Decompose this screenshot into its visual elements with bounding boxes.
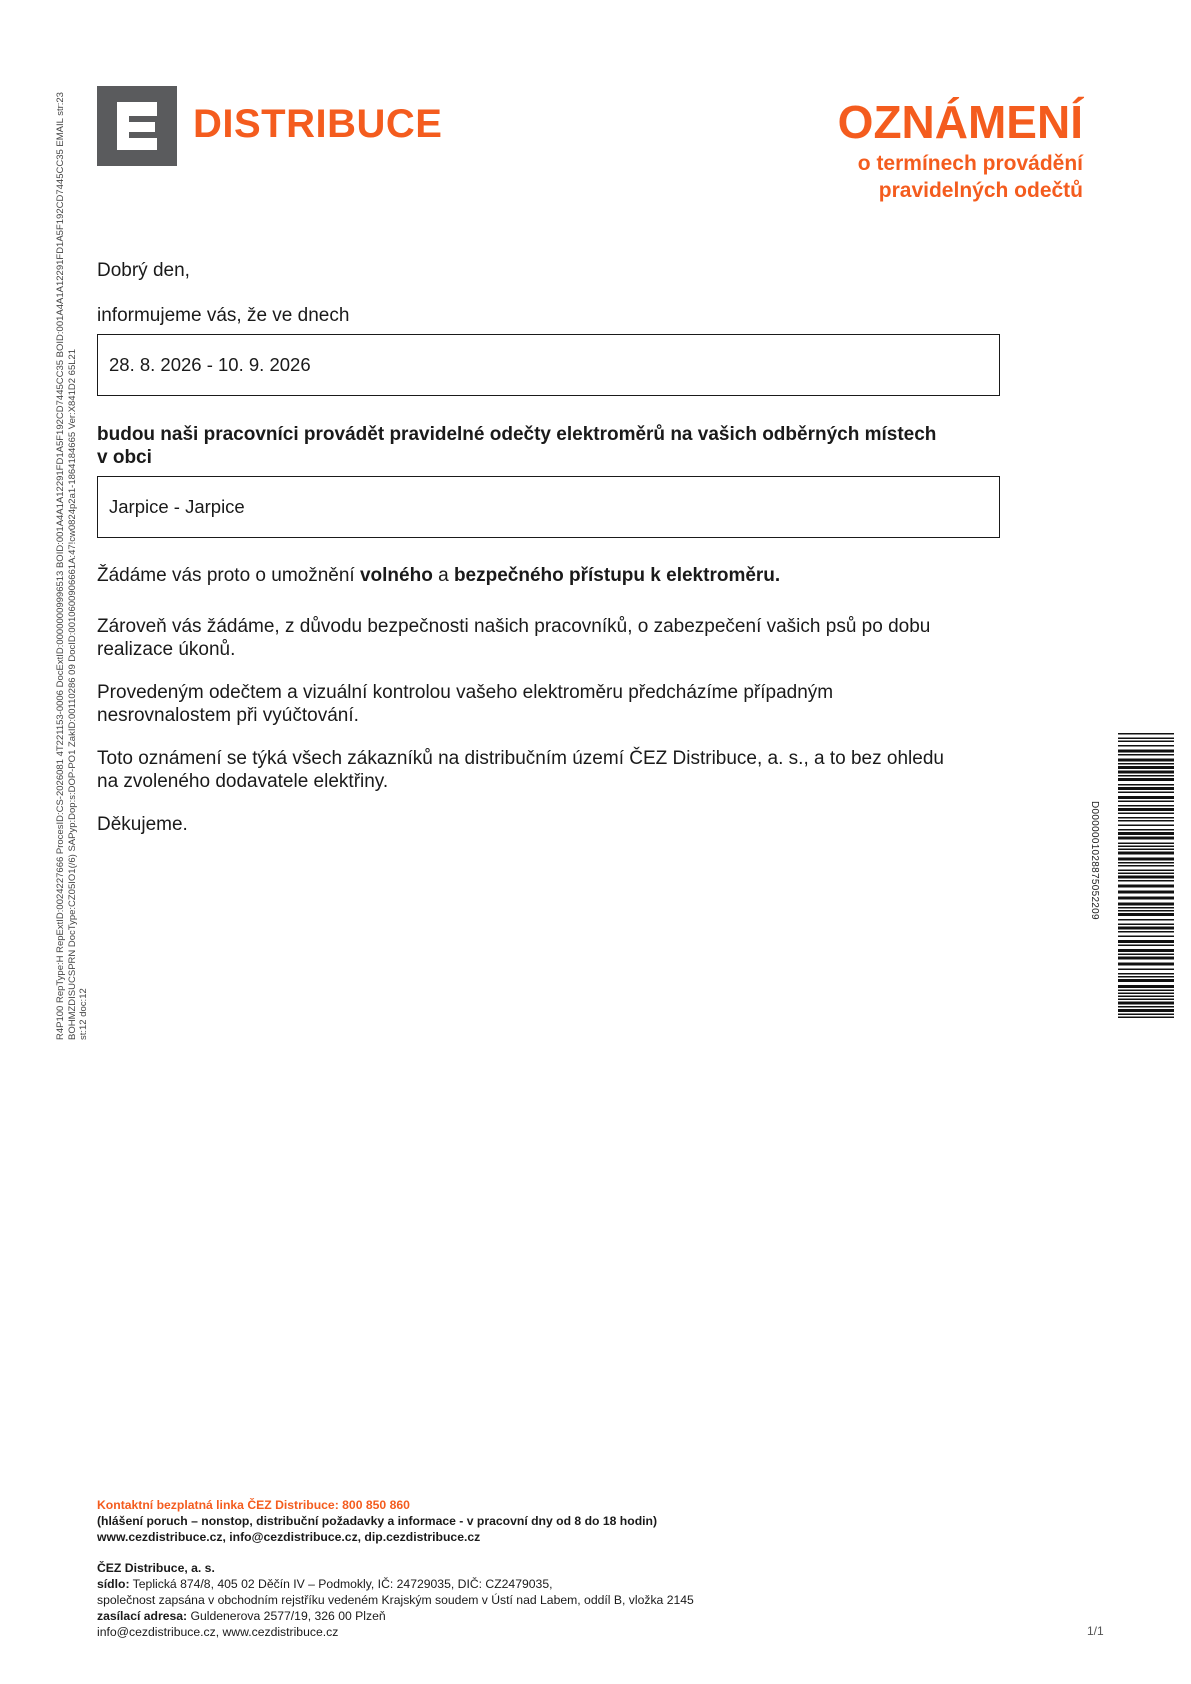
barcode-bar bbox=[1118, 996, 1174, 998]
dogs-line-1: Zároveň vás žádáme, z důvodu bezpečnosti našich pracovníků, o zabezpečení vašich psů po dobu bbox=[97, 616, 931, 637]
barcode-bar bbox=[1118, 979, 1174, 982]
seat-label: sídlo: bbox=[97, 1577, 130, 1591]
barcode-bar bbox=[1118, 976, 1174, 978]
reading-dates-box bbox=[97, 334, 1000, 396]
barcode-bar bbox=[1118, 963, 1174, 966]
barcode-bar bbox=[1118, 805, 1174, 807]
dogs-line-2: realizace úkonů. bbox=[97, 639, 236, 660]
barcode-bar bbox=[1118, 813, 1174, 815]
subtitle-line-1: o termínech provádění bbox=[857, 152, 1083, 175]
footer-contact: info@cezdistribuce.cz, www.cezdistribuce.cz bbox=[97, 1625, 339, 1639]
barcode-number: D0000001028875052209 bbox=[1089, 801, 1100, 920]
access-request bbox=[97, 564, 997, 587]
page-number: 1/1 bbox=[1087, 1624, 1104, 1638]
barcode-bar bbox=[1118, 936, 1174, 938]
barcode-bar bbox=[1118, 993, 1174, 995]
intro-text: informujeme vás, že ve dnech bbox=[97, 305, 350, 326]
metadata-line-1: R4P100 RepType:H RepExtID:0024227666 ProcesID:CS-2026081 4T221153-0006 DocExtID:00000009996513 BOID:001A4A1A12291FD1A5F192CD7445CC35 BOID:001A4A1A12291FD1A5F192CD7445CC35 EMAIL str:23 bbox=[55, 92, 66, 1040]
barcode-bar bbox=[1118, 846, 1174, 848]
barcode-bar bbox=[1118, 858, 1174, 861]
barcode-bar bbox=[1118, 808, 1174, 811]
barcode-bar bbox=[1118, 1017, 1174, 1019]
barcode-bar bbox=[1118, 784, 1174, 786]
barcode-bar bbox=[1118, 750, 1174, 753]
footer-hotline: Kontaktní bezplatná linka ČEZ Distribuce: 800 850 860 bbox=[97, 1498, 410, 1512]
footer-company: ČEZ Distribuce, a. s. bbox=[97, 1561, 215, 1575]
barcode-bar bbox=[1118, 787, 1174, 790]
barcode-bar bbox=[1118, 969, 1174, 971]
barcode-bar bbox=[1118, 759, 1174, 762]
greeting: Dobrý den, bbox=[97, 260, 190, 281]
footer-hotline-note: (hlášení poruch – nonstop, distribuční požadavky a informace - v pracovní dny od 8 do 18 hodin) bbox=[97, 1514, 658, 1528]
dogs-paragraph bbox=[97, 615, 997, 661]
seat-value: Teplická 874/8, 405 02 Děčín IV – Podmokly, IČ: 24729035, DIČ: CZ2479035, bbox=[129, 1577, 553, 1591]
scope-paragraph bbox=[97, 747, 997, 793]
barcode-bar bbox=[1118, 1002, 1174, 1005]
barcode-bar bbox=[1118, 1014, 1174, 1016]
scope-line-2: na zvoleného dodavatele elektřiny. bbox=[97, 771, 389, 792]
barcode-bar bbox=[1118, 766, 1174, 769]
barcode-bar bbox=[1118, 876, 1174, 879]
request-and: a bbox=[432, 565, 454, 586]
barcode-bar bbox=[1118, 832, 1174, 835]
barcode-bar bbox=[1118, 873, 1174, 875]
place-box bbox=[97, 476, 1000, 538]
announcement-bold bbox=[97, 423, 997, 469]
barcode-bar bbox=[1118, 897, 1174, 900]
barcode-bar bbox=[1118, 771, 1174, 774]
barcode-bar bbox=[1118, 880, 1174, 882]
announcement-line-2: v obci bbox=[97, 447, 152, 468]
barcode-bar bbox=[1118, 885, 1174, 888]
reading-paragraph bbox=[97, 681, 997, 727]
barcode-bar bbox=[1118, 763, 1174, 765]
barcode-icon bbox=[1118, 733, 1174, 1019]
barcode-bar bbox=[1118, 738, 1174, 740]
barcode-bar bbox=[1118, 954, 1174, 956]
barcode-bar bbox=[1118, 949, 1174, 952]
barcode-bar bbox=[1118, 927, 1174, 930]
barcode-bar bbox=[1118, 801, 1174, 803]
place-name: Jarpice - Jarpice bbox=[109, 496, 245, 517]
barcode-bar bbox=[1118, 999, 1174, 1001]
barcode-bar bbox=[1118, 957, 1174, 960]
barcode-bar bbox=[1118, 1009, 1174, 1012]
barcode-bar bbox=[1118, 903, 1174, 906]
metadata-line-2: BOHMZDISUCSPRN DocType:CZ05IO1(/6) SAPyp:Dop:s:DOP-PO1 ZakID:00110286 09 DocID:0010600906661A:47!cw0824p2a1-1864184665 Ver:X841D2 65L21 bbox=[66, 348, 78, 1040]
logo-wordmark: DISTRIBUCE bbox=[193, 102, 443, 146]
barcode-bar bbox=[1118, 945, 1174, 947]
metadata-line-3: st:12 doc:12 bbox=[78, 988, 89, 1040]
footer-registry: společnost zapsána v obchodním rejstříku vedeném Krajským soudem v Ústí nad Labem, oddíl B, vložka 2145 bbox=[97, 1593, 694, 1607]
cez-logo-icon bbox=[97, 86, 177, 166]
barcode-bar bbox=[1118, 741, 1174, 743]
barcode-bar bbox=[1118, 973, 1174, 975]
barcode-bar bbox=[1118, 913, 1174, 916]
barcode-bar bbox=[1118, 1006, 1174, 1008]
barcode-bar bbox=[1118, 940, 1174, 943]
barcode-bar bbox=[1118, 852, 1174, 855]
document-title: OZNÁMENÍ bbox=[837, 96, 1083, 148]
footer-seat bbox=[97, 1576, 552, 1592]
document-subtitle bbox=[783, 150, 1083, 204]
barcode-bar bbox=[1118, 990, 1174, 992]
announcement-line-1: budou naši pracovníci provádět pravidelné odečty elektroměrů na vašich odběrných místech bbox=[97, 424, 937, 445]
document-metadata bbox=[55, 92, 90, 1040]
barcode-bar bbox=[1118, 754, 1174, 756]
barcode-bar bbox=[1118, 870, 1174, 872]
barcode-bar bbox=[1118, 931, 1174, 933]
barcode-bar bbox=[1118, 820, 1174, 822]
barcode-bar bbox=[1118, 778, 1174, 781]
footer-mail-address bbox=[97, 1608, 386, 1624]
barcode-bar bbox=[1118, 985, 1174, 988]
barcode-bar bbox=[1118, 825, 1174, 827]
barcode-bar bbox=[1118, 919, 1174, 921]
request-bold-free: volného bbox=[359, 565, 433, 586]
barcode-bar bbox=[1118, 745, 1174, 747]
barcode-bar bbox=[1118, 924, 1174, 926]
thanks: Děkujeme. bbox=[97, 814, 188, 835]
barcode-bar bbox=[1118, 817, 1174, 819]
reading-dates: 28. 8. 2026 - 10. 9. 2026 bbox=[109, 354, 311, 375]
scope-line-1: Toto oznámení se týká všech zákazníků na distribučním území ČEZ Distribuce, a. s., a to bez ohledu bbox=[97, 748, 944, 769]
barcode-bar bbox=[1118, 849, 1174, 851]
barcode-bar bbox=[1118, 837, 1174, 840]
barcode-bar bbox=[1118, 733, 1174, 735]
barcode-bar bbox=[1118, 775, 1174, 777]
barcode-bar bbox=[1118, 910, 1174, 912]
subtitle-line-2: pravidelných odečtů bbox=[878, 179, 1083, 202]
mail-value: Guldenerova 2577/19, 326 00 Plzeň bbox=[187, 1609, 386, 1623]
reading-line-2: nesrovnalostem při vyúčtování. bbox=[97, 705, 359, 726]
barcode-bar bbox=[1118, 843, 1174, 845]
footer-web-links: www.cezdistribuce.cz, info@cezdistribuce.cz, dip.cezdistribuce.cz bbox=[97, 1530, 481, 1544]
barcode-bar bbox=[1118, 792, 1174, 794]
barcode-bar bbox=[1118, 796, 1174, 799]
mail-label: zasílací adresa: bbox=[97, 1609, 188, 1623]
barcode-bar bbox=[1118, 865, 1174, 867]
barcode-bar bbox=[1118, 891, 1174, 894]
barcode-bar bbox=[1118, 907, 1174, 909]
barcode-bar bbox=[1118, 862, 1174, 864]
barcode-bar bbox=[1118, 829, 1174, 831]
reading-line-1: Provedeným odečtem a vizuální kontrolou vašeho elektroměru předcházíme případným bbox=[97, 682, 834, 703]
request-text: Žádáme vás proto o umožnění bbox=[97, 565, 360, 586]
request-bold-safe: bezpečného přístupu k elektroměru. bbox=[453, 565, 781, 586]
